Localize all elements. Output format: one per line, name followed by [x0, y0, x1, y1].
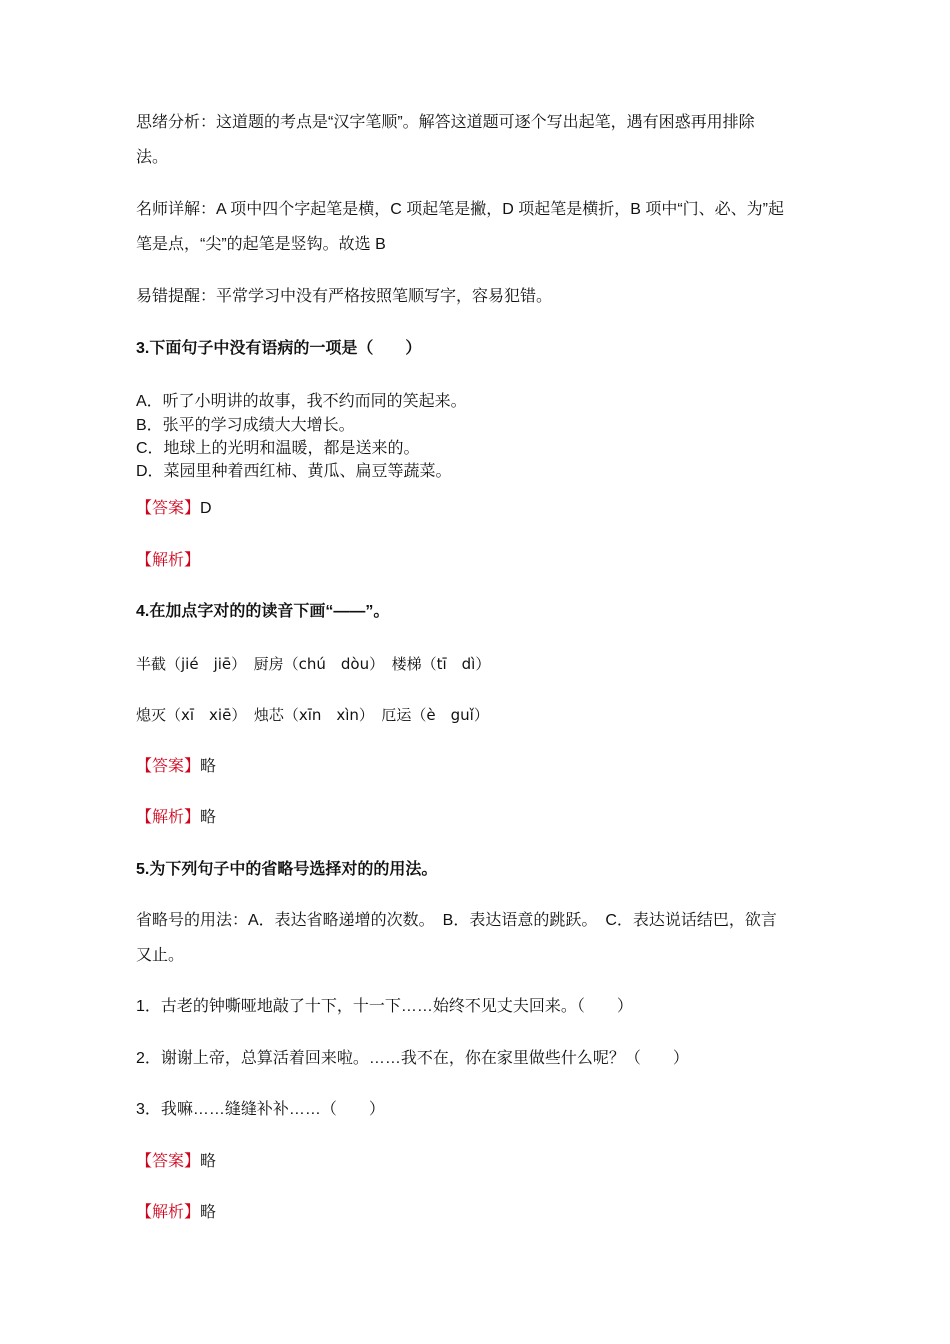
analysis-value: 略: [200, 1204, 217, 1221]
answer-value: 略: [200, 758, 217, 775]
teacher-explanation-line2: 笔是点，“尖”的起笔是竖钩。故选 B: [136, 236, 386, 253]
question-3-answer: [136, 498, 212, 520]
question-3-analysis: [136, 550, 200, 572]
question-5-item-3: 3．我嘛……缝缝补补……（ ）: [136, 1101, 385, 1118]
analysis-tag: 【解析】: [136, 1204, 201, 1221]
question-4-title: 4.在加点字对的的读音下画“——”。: [136, 603, 390, 620]
question-5-usage-line1: 省略号的用法：A．表达省略递增的次数。 B．表达语意的跳跃。 C．表达说话结巴，欲言: [136, 912, 777, 929]
question-5-item-2: 2．谢谢上帝，总算活着回来啦。……我不在，你在家里做些什么呢？（ ）: [136, 1050, 689, 1067]
answer-value: D: [200, 500, 212, 517]
question-3-option-c: C．地球上的光明和温暖，都是送来的。: [136, 440, 420, 457]
question-5-answer: [136, 1151, 216, 1173]
question-4-row1: 半截（jié jiē） 厨房（chú dòu） 楼梯（tī dì）: [136, 655, 491, 673]
question-5-title: 5.为下列句子中的省略号选择对的的用法。: [136, 861, 438, 878]
analysis-tag: 【解析】: [136, 552, 201, 569]
question-4-answer: [136, 756, 216, 778]
question-3-option-d: D．菜园里种着西红柿、黄瓜、扁豆等蔬菜。: [136, 463, 452, 480]
question-5-analysis: [136, 1202, 216, 1224]
answer-tag: 【答案】: [136, 758, 201, 775]
analysis-tag: 【解析】: [136, 809, 201, 826]
answer-value: 略: [200, 1153, 217, 1170]
error-reminder: 易错提醒：平常学习中没有严格按照笔顺写字，容易犯错。: [136, 288, 553, 305]
answer-tag: 【答案】: [136, 1153, 201, 1170]
teacher-explanation-line1: 名师详解：A 项中四个字起笔是横，C 项起笔是撇，D 项起笔是横折，B 项中“门、必、为”起: [136, 201, 785, 218]
question-4-analysis: [136, 807, 216, 829]
question-3-option-b: B．张平的学习成绩大大增长。: [136, 417, 355, 434]
question-5-item-1: 1．古老的钟嘶哑地敲了十下，十一下……始终不见丈夫回来。（ ）: [136, 998, 633, 1015]
question-5-usage-line2: 又止。: [136, 947, 185, 964]
thinking-analysis-line2: 法。: [136, 149, 169, 166]
thinking-analysis-line1: 思绪分析：这道题的考点是“汉字笔顺”。解答这道题可逐个写出起笔，遇有困惑再用排除: [136, 114, 755, 131]
answer-tag: 【答案】: [136, 500, 201, 517]
analysis-value: 略: [200, 809, 217, 826]
question-3-title: 3.下面句子中没有语病的一项是（ ）: [136, 340, 422, 357]
question-3-option-a: A．听了小明讲的故事，我不约而同的笑起来。: [136, 393, 467, 410]
question-4-row2: 熄灭（xī xiē） 烛芯（xīn xìn） 厄运（è guǐ）: [136, 706, 489, 724]
